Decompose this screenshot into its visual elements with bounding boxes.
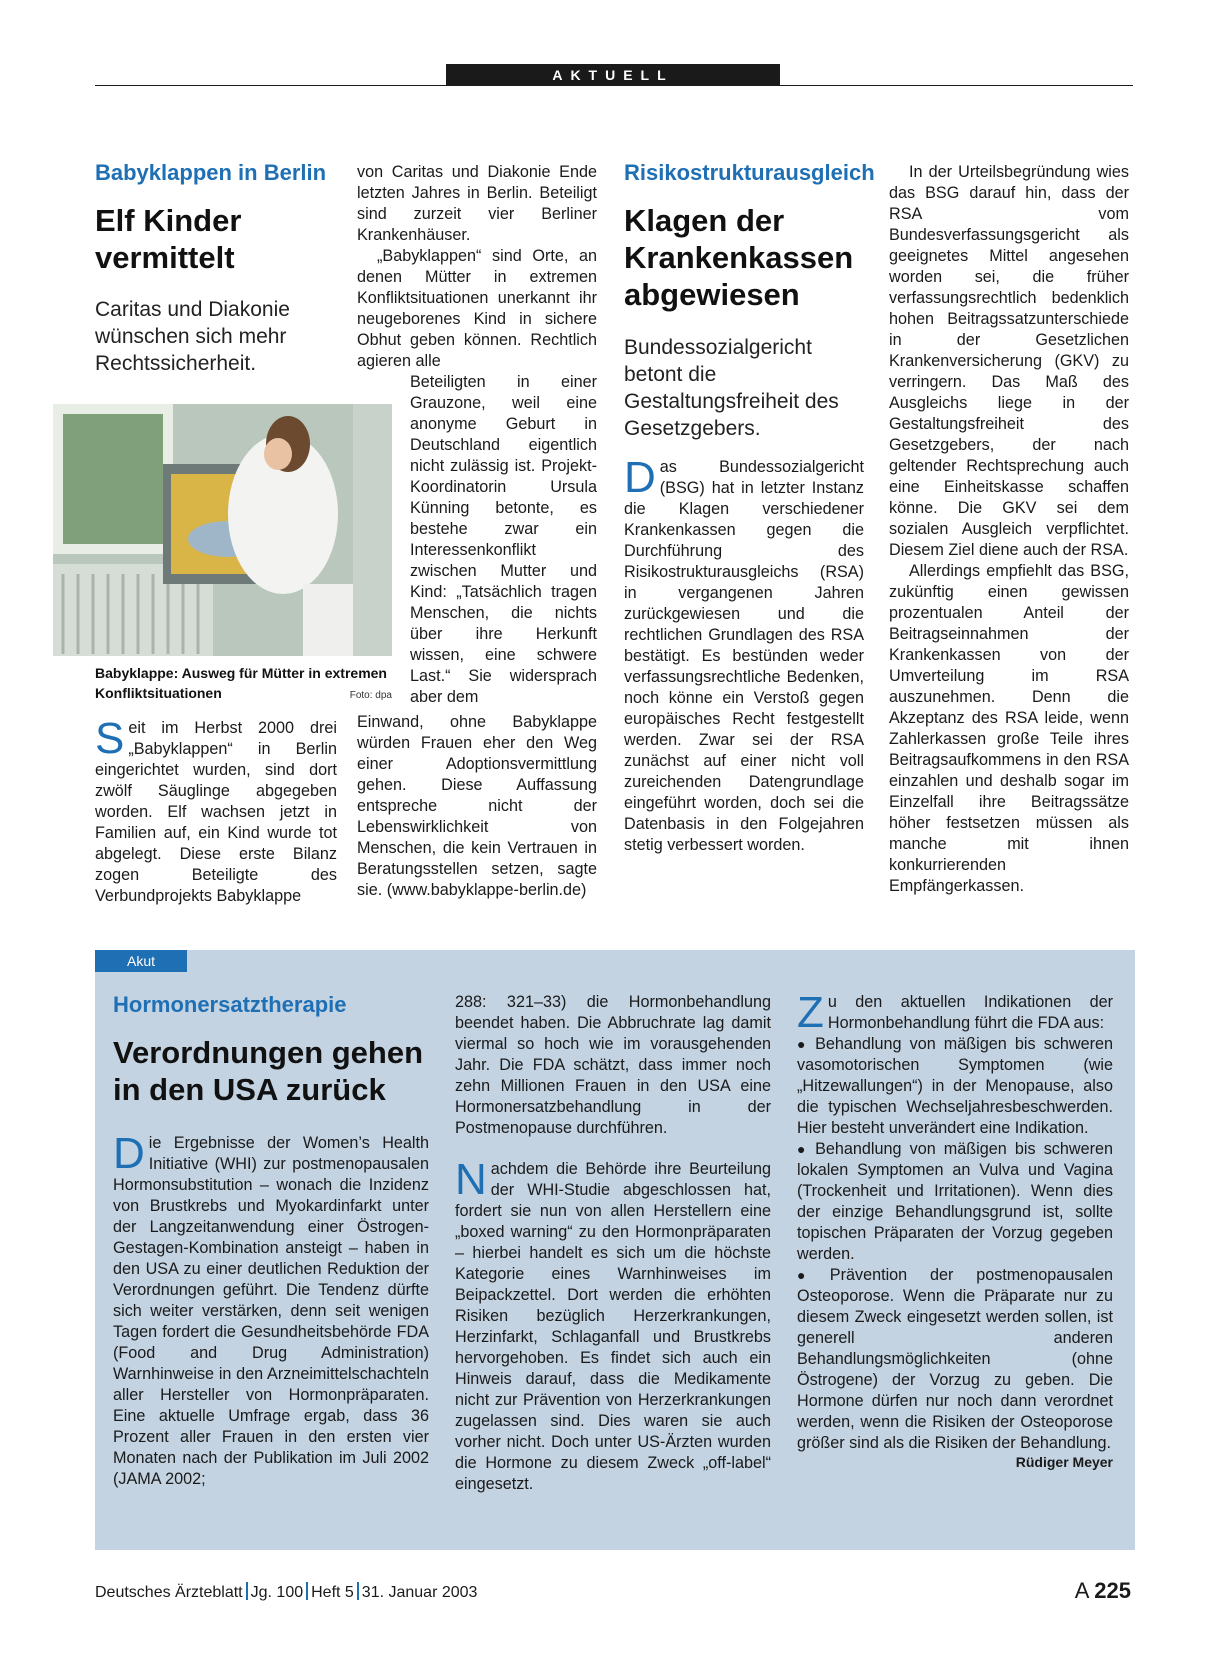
article1-paragraph: Beteiligten in einer Grauzone, weil eine anonyme Geburt in Deutschland eigentlich nicht zulässig ist. Projekt-Koordinatorin Ursula Künning betonte, es bestehe zwar ein Interessenkonflikt zwischen Mutter und Kind: „Tatsächlich tragen Menschen, die nichts über ihre Herkunft wissen, eine schwere Last.“ Sie widersprach aber dem (410, 373, 597, 706)
article1-lead: Caritas und Diakonie wünschen sich mehr Rechtssicherheit. (95, 298, 290, 375)
article2-col2 (889, 162, 1129, 897)
section-label: AKTUELL (446, 64, 780, 86)
photo-credit: Foto: dpa (349, 690, 392, 701)
footer-citation (95, 1582, 477, 1602)
photo-caption (95, 663, 392, 706)
article1-paragraph: „Babyklappen“ sind Orte, an denen Mütter in extremen Konfliktsituationen unerkannt ihr neugeborenes Kind in sichere Obhut geben können. Rechtlich agieren alle (357, 247, 597, 370)
journal-name: Deutsches Ärzteblatt (95, 1584, 243, 1601)
drop-cap: D (624, 453, 656, 502)
article1-paragraph: von Caritas und Diakonie Ende letzten Jahres in Berlin. Beteiligt sind zurzeit vier Berliner Krankenhäuser. (357, 163, 597, 244)
article1-col2-top (357, 162, 597, 372)
footer-separator (306, 1582, 308, 1600)
footer-separator (246, 1582, 248, 1600)
box-paragraph: 288: 321–33) die Hormonbehandlung beendet haben. Die Abbruchrate lag damit viermal so hoch wie im vorausgehenden Jahr. Die FDA schätzt, dass immer noch zehn Millionen Frauen in den USA eine Hormonersatzbehandlung in der Postmenopause durchführen. (455, 993, 771, 1137)
article2-headline: Klagen der Krankenkassen abgewiesen (624, 203, 854, 312)
drop-cap: D (113, 1129, 145, 1178)
article1-col2-wrap (410, 372, 597, 708)
bullet-item: ● Behandlung von mäßigen bis schweren lokalen Symptomen an Vulva und Vagina (Trockenheit und Irritationen). Wenn dies der einzige Behandlungsgrund ist, sollte topischen Präparaten der Vorzug gegeben werden. (797, 1139, 1113, 1265)
drop-cap: Z (797, 988, 824, 1037)
journal-date: 31. Januar 2003 (361, 1584, 478, 1601)
author-name: Rüdiger Meyer (1015, 1454, 1113, 1470)
box-col3 (797, 988, 1113, 1473)
box-col2 (455, 992, 771, 1495)
article2-lead: Bundessozialgericht betont die Gestaltungsfreiheit des Gesetzgebers. (624, 336, 839, 440)
photo-illustration (53, 404, 392, 656)
page-value: 225 (1094, 1578, 1131, 1603)
box-paragraph: u den aktuellen Indikationen der Hormonbehandlung führt die FDA aus: (827, 993, 1113, 1032)
box-kicker: Hormonersatztherapie (113, 992, 347, 1017)
article2-paragraph: In der Urteilsbegründung wies das BSG darauf hin, dass der RSA vom Bundesverfassungsgericht als geeignetes Mittel angesehen worden sei, die früher verfassungsrechtlich bedenklich hohen Beitragssatzunterschiede in der Gesetzlichen Krankenversicherung (GKV) zu verringern. Das Maß des Ausgleichs liege in der Gestaltungsfreiheit des Gesetzgebers, der nach geltender Rechtsprechung auch eine Einheitskasse schaffen könne. Die GKV sei dem sozialen Ausgleich verpflichtet. Diesem Ziel diene auch der RSA. (889, 163, 1129, 559)
article1-col1 (95, 714, 337, 907)
journal-issue: Heft 5 (311, 1584, 354, 1601)
journal-volume: Jg. 100 (250, 1584, 304, 1601)
drop-cap: N (455, 1155, 487, 1204)
article2-paragraph: as Bundessozialgericht (BSG) hat in letzter Instanz die Klagen verschiedener Krankenkassen gegen die Durchführung des Risikostrukturausgleichs (RSA) in vergangenen Jahren zurückgewiesen und die rechtlichen Grundlagen des RSA bestätigt. Es bestünden weder verfassungsrechtliche Bedenken, noch könne ein Verstoß gegen europäisches Recht festgestellt werden. Zwar sei der RSA zunächst auf einer nicht voll zureichenden Datengrundlage eingeführt worden, doch sei die Datenbasis in den Folgejahren stetig verbessert worden. (624, 458, 864, 854)
header-rule (95, 85, 1133, 86)
page-prefix: A (1074, 1578, 1089, 1603)
bullet-item: ● Prävention der postmenopausalen Osteoporose. Wenn die Präparate nur zu diesem Zweck eingesetzt werden sollen, ist generell anderen Behandlungsmöglichkeiten (ohne Östrogene) der Vorzug zu geben. Die Hormone dürfen nur noch dann verordnet werden, wenn die Risiken der Osteoporose größer sind als die Risiken der Behandlung. (797, 1265, 1113, 1454)
bullet-item: ● Behandlung von mäßigen bis schweren vasomotorischen Symptomen (wie „Hitzewallungen“) in der Menopause, also die typischen Wechseljahresbeschwerden. Hier besteht unverändert eine Indikation. (797, 1034, 1113, 1139)
footer-separator (357, 1582, 359, 1600)
article1-col2-bottom (357, 712, 597, 901)
article2-col1 (624, 453, 864, 856)
page-number (1075, 1578, 1131, 1604)
box-tag: Akut (95, 950, 187, 972)
article1-headline: Elf Kinder vermittelt (95, 203, 242, 275)
article1-kicker: Babyklappen in Berlin (95, 160, 327, 185)
article1-paragraph: eit im Herbst 2000 drei „Babyklappen“ in Berlin eingerichtet wurden, sind dort zwölf Säuglinge abgegeben worden. Elf wachsen jetzt in Familien auf, ein Kind wurde tot abgelegt. Diese erste Bilanz zogen Beteiligte des Verbundprojekts Babyklappe (95, 719, 337, 905)
box-headline: Verordnungen gehen in den USA zurück (113, 1035, 424, 1107)
drop-cap: S (95, 714, 125, 763)
caption-text: Babyklappe: Ausweg für Mütter in extremen Konfliktsituationen (95, 665, 387, 701)
article2-paragraph: Allerdings empfiehlt das BSG, zukünftig einen gewissen prozentualen Anteil der Beitragseinnahmen der Krankenkassen von der Umverteilung im RSA auszunehmen. Denn die Akzeptanz des RSA leide, wenn Zahlerkassen große Teile ihres Beitragsaufkommens in den RSA einzahlen und deshalb sogar im Einzelfall ihre Beitragssätze höher festsetzen müssen als manche mit ihnen konkurrierenden Empfängerkassen. (889, 562, 1129, 895)
article1-paragraph: Einwand, ohne Babyklappe würden Frauen eher den Weg einer Adoptionsvermittlung gehen. Diese Auffassung entspreche nicht der Lebenswirklichkeit von Menschen, die kein Vertrauen in Beratungsstellen setzen, sagte sie. (www.babyklappe-berlin.de) (357, 713, 597, 899)
article2-kicker: Risikostrukturausgleich (624, 160, 875, 185)
babyklappe-photo (53, 404, 392, 656)
box-col1 (113, 1129, 429, 1490)
box-paragraph: achdem die Behörde ihre Beurteilung der WHI-Studie abgeschlossen hat, fordert sie nun von allen Herstellern eine „boxed warning“ zu den Hormonpräparaten – hierbei handelt es sich um die höchste Kategorie eines Warnhinweises im Beipackzettel. Dort werden die erhöhten Risiken bezüglich Herzerkrankungen, Herzinfarkt, Schlaganfall und Brustkrebs hervorgehoben. Es findet sich auch ein Hinweis darauf, dass die Medikamente nicht zur Prävention von Herzerkrankungen zugelassen sind. Dies waren sie auch vorher nicht. Doch unter US-Ärzten wurden die Hormone zu diesem Zweck „off-label“ eingesetzt. (455, 1160, 771, 1493)
box-paragraph: ie Ergebnisse der Women’s Health Initiative (WHI) zur postmenopausalen Hormonsubstitution – wonach die Inzidenz von Brustkrebs und Myokardinfarkt unter der Langzeitanwendung einer Östrogen-Gestagen-Kombination ansteigt – haben in den USA zu einer deutlichen Reduktion der Verordnungen geführt. Die Tendenz dürfte sich weiter verstärken, denn seit wenigen Tagen fordert die Gesundheitsbehörde FDA (Food and Drug Administration) Warnhinweise in den Arzneimittelschachteln aller Hersteller von Hormonpräparaten. Eine aktuelle Umfrage ergab, dass 36 Prozent aller Frauen in den ersten vier Monaten nach der Publikation im Juli 2002 (JAMA 2002; (113, 1134, 429, 1488)
